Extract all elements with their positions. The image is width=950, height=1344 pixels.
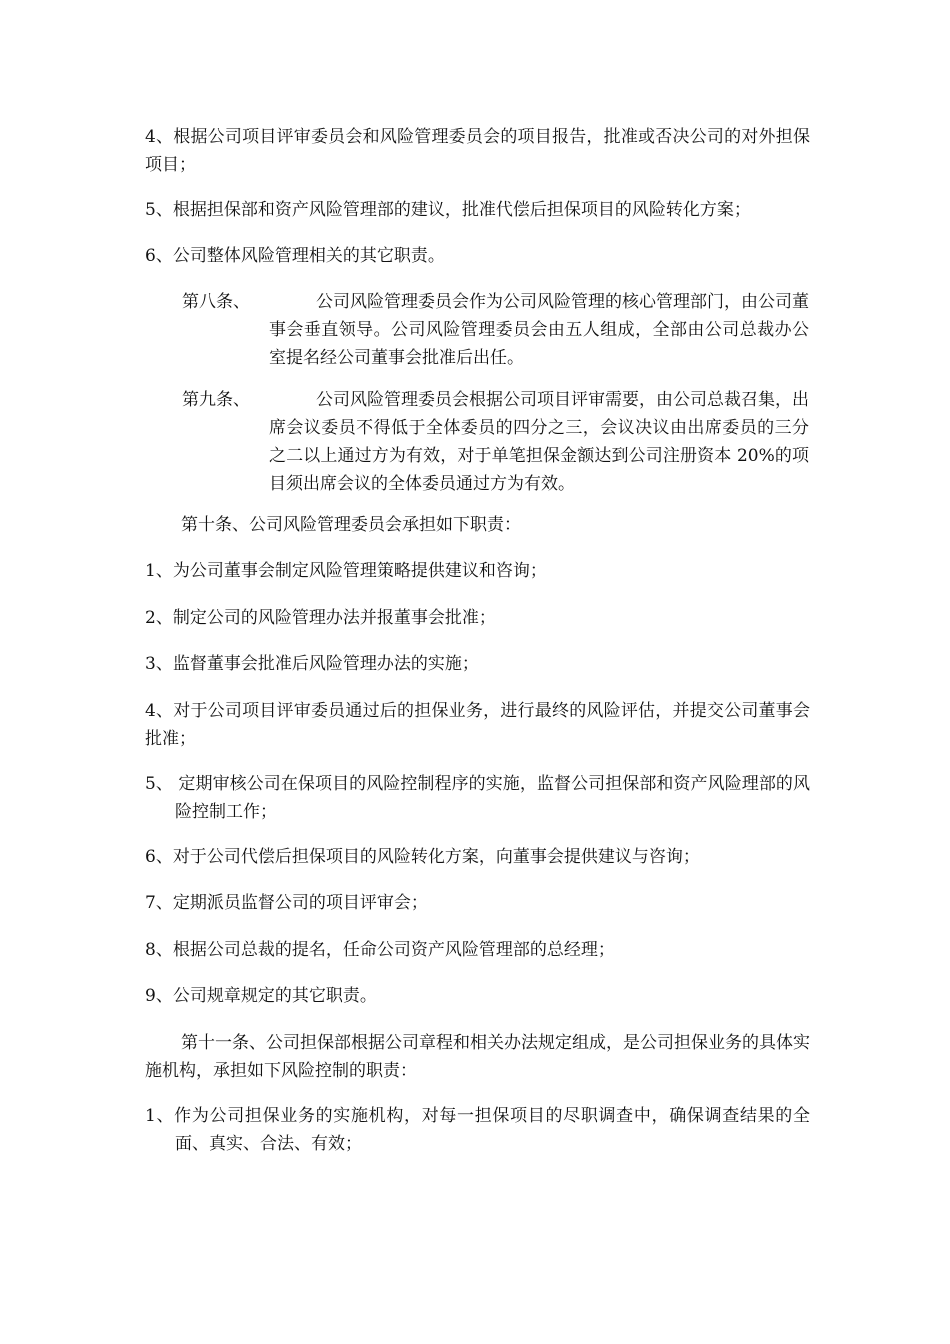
- article-11-intro: 第十一条、公司担保部根据公司章程和相关办法规定组成，是公司担保业务的具体实施机构，承担如下风险控制的职责：: [145, 1033, 810, 1081]
- article-8-label: 第八条、: [182, 292, 250, 312]
- article-9-body: 公司风险管理委员会根据公司项目评审需要，由公司总裁召集，出席会议委员不得低于全体委员的四分之三，会议决议由出席委员的三分之二以上通过方为有效，对于单笔担保金额达到公司注册资本 20%的项目须出席会议的全体委员通过方为有效。: [269, 390, 809, 494]
- article-10-item-9: 9、公司规章规定的其它职责。: [145, 986, 377, 1006]
- article-9-label: 第九条、: [182, 390, 250, 410]
- article-10-item-5: 5、 定期审核公司在保项目的风险控制程序的实施，监督公司担保部和资产风险理部的风险控制工作；: [145, 774, 810, 822]
- article-10-item-1: 1、为公司董事会制定风险管理策略提供建议和咨询；: [145, 561, 547, 581]
- article-11-item-1: 1、作为公司担保业务的实施机构，对每一担保项目的尽职调查中，确保调查结果的全面、真实、合法、有效；: [145, 1106, 810, 1154]
- article-10-item-7: 7、定期派员监督公司的项目评审会；: [145, 893, 428, 913]
- paragraph-item-6: 6、公司整体风险管理相关的其它职责。: [145, 246, 445, 266]
- article-9: [182, 386, 810, 498]
- article-10-item-6: 6、对于公司代偿后担保项目的风险转化方案，向董事会提供建议与咨询；: [145, 847, 700, 867]
- article-10-intro: 第十条、公司风险管理委员会承担如下职责：: [181, 515, 521, 535]
- article-10-item-3: 3、监督董事会批准后风险管理办法的实施；: [145, 654, 479, 674]
- article-10-item-8: 8、根据公司总裁的提名，任命公司资产风险管理部的总经理；: [145, 940, 615, 960]
- article-10-item-4: 4、对于公司项目评审委员通过后的担保业务，进行最终的风险评估，并提交公司董事会批准；: [145, 701, 810, 749]
- paragraph-item-5: 5、根据担保部和资产风险管理部的建议，批准代偿后担保项目的风险转化方案；: [145, 200, 751, 220]
- paragraph-item-4: 4、根据公司项目评审委员会和风险管理委员会的项目报告，批准或否决公司的对外担保项目；: [145, 127, 810, 175]
- article-8-body: 公司风险管理委员会作为公司风险管理的核心管理部门，由公司董事会垂直领导。公司风险管理委员会由五人组成，全部由公司总裁办公室提名经公司董事会批准后出任。: [269, 292, 809, 368]
- article-10-item-2: 2、制定公司的风险管理办法并报董事会批准；: [145, 608, 496, 628]
- article-8: [182, 288, 810, 372]
